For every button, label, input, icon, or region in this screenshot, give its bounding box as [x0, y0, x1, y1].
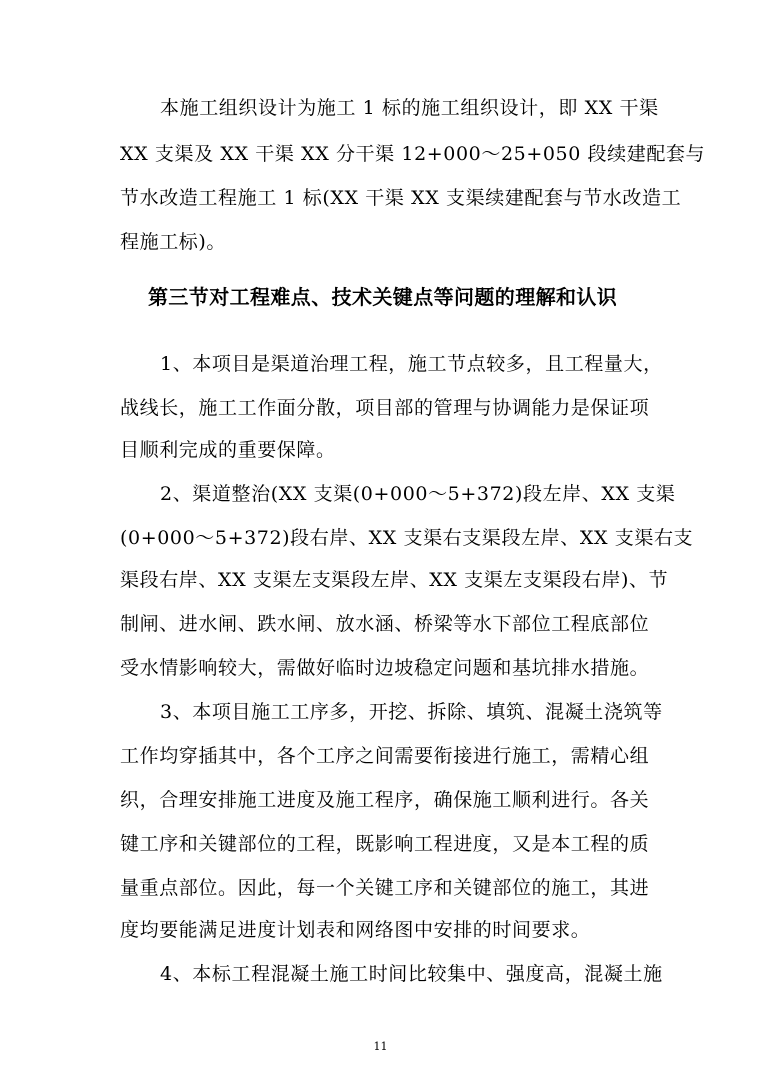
- point-3-line-3: 织，合理安排施工进度及施工程序，确保施工顺利进行。各关: [120, 789, 650, 811]
- point-1-line-2: 战线长，施工工作面分散，项目部的管理与协调能力是保证项: [120, 397, 650, 419]
- point-3-line-2: 工作均穿插其中，各个工序之间需要衔接进行施工，需精心组: [120, 745, 650, 767]
- intro-line-2: XX 支渠及 XX 干渠 XX 分干渠 12+000～25+050 段续建配套与: [120, 143, 706, 165]
- intro-line-1: 本施工组织设计为施工 1 标的施工组织设计，即 XX 干渠: [160, 97, 659, 119]
- intro-line-4: 程施工标)。: [120, 231, 227, 253]
- section-heading: 第三节对工程难点、技术关键点等问题的理解和认识: [148, 285, 618, 309]
- point-2-line-3: 渠段右岸、XX 支渠左支渠段左岸、XX 支渠左支渠段右岸)、节: [120, 569, 669, 591]
- page-number: 11: [373, 1040, 388, 1053]
- intro-line-3: 节水改造工程施工 1 标(XX 干渠 XX 支渠续建配套与节水改造工: [120, 187, 682, 209]
- point-1-line-3: 目顺利完成的重要保障。: [120, 439, 336, 461]
- point-3-line-1: 3、本项目施工工序多，开挖、拆除、填筑、混凝土浇筑等: [160, 701, 663, 723]
- point-4-line-1: 4、本标工程混凝土施工时间比较集中、强度高，混凝土施: [160, 963, 663, 985]
- point-2-line-2: (0+000～5+372)段右岸、XX 支渠右支渠段左岸、XX 支渠右支: [120, 527, 694, 549]
- point-3-line-4: 键工序和关键部位的工程，既影响工程进度，又是本工程的质: [120, 833, 650, 855]
- point-1-line-1: 1、本项目是渠道治理工程，施工节点较多，且工程量大，: [160, 353, 663, 375]
- point-3-line-5: 量重点部位。因此，每一个关键工序和关键部位的施工，其进: [120, 877, 650, 899]
- point-2-line-5: 受水情影响较大，需做好临时边坡稳定问题和基坑排水措施。: [120, 657, 650, 679]
- point-2-line-4: 制闸、进水闸、跌水闸、放水涵、桥梁等水下部位工程底部位: [120, 613, 650, 635]
- point-3-line-6: 度均要能满足进度计划表和网络图中安排的时间要求。: [120, 919, 591, 941]
- point-2-line-1: 2、渠道整治(XX 支渠(0+000～5+372)段左岸、XX 支渠: [160, 483, 676, 505]
